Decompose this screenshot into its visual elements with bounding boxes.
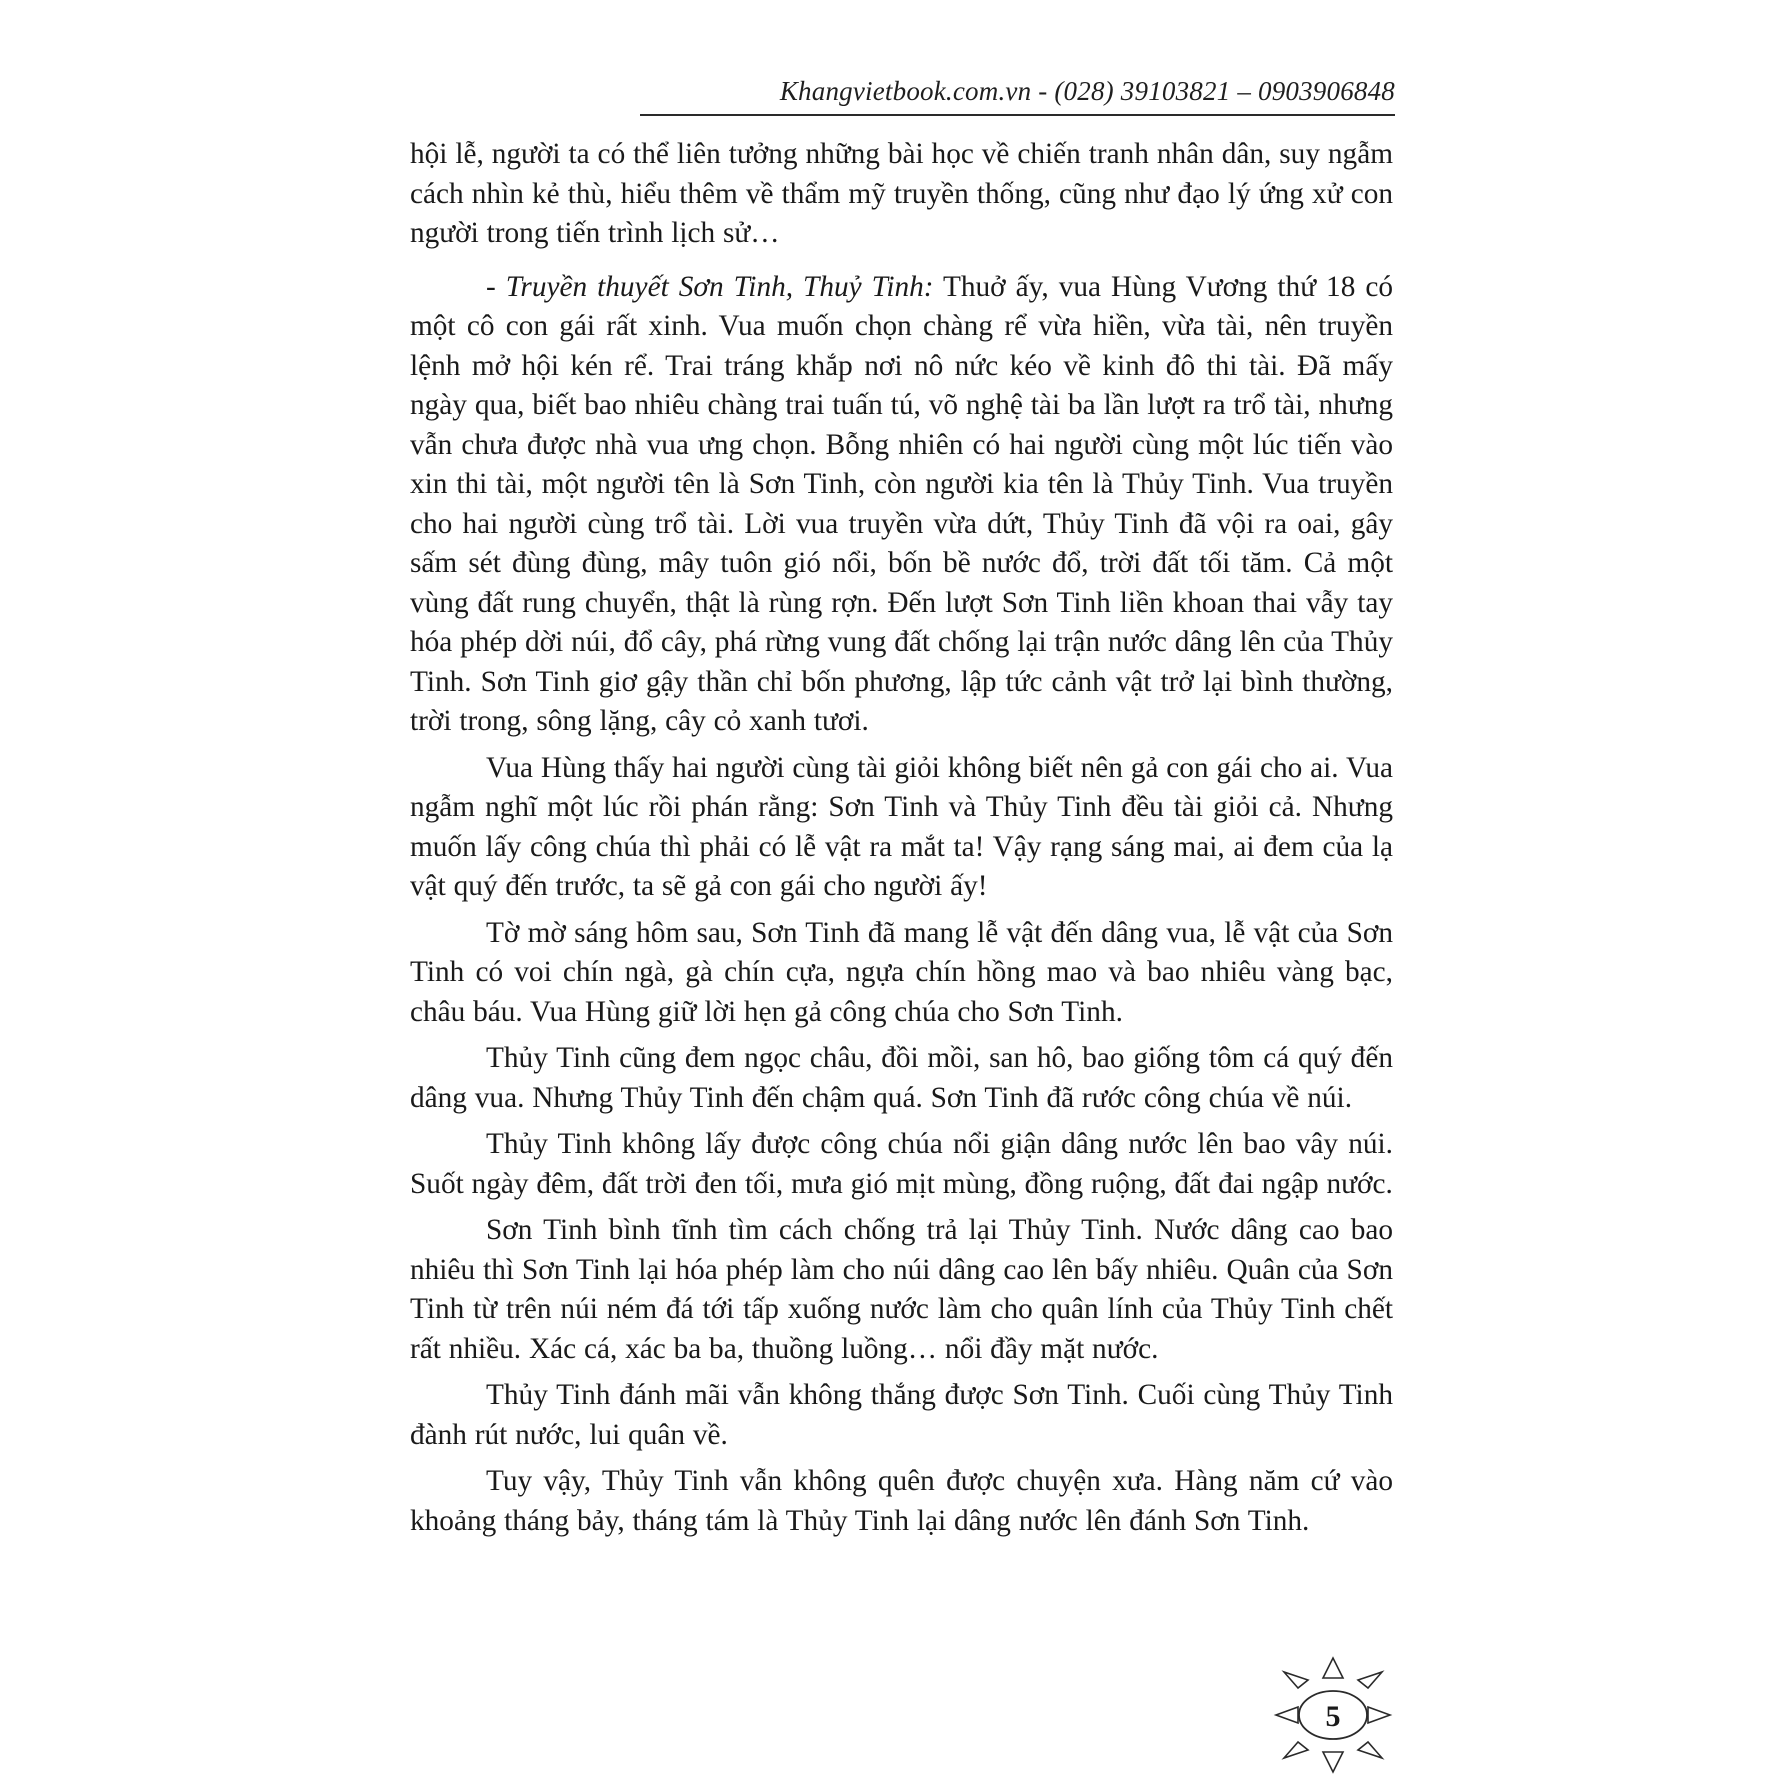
legend-title: - Truyền thuyết Sơn Tinh, Thuỷ Tinh: [486,270,934,303]
paragraph-continuation: hội lễ, người ta có thể liên tưởng những bài học về chiến tranh nhân dân, suy ngẫm cách nhìn kẻ thù, hiểu thêm về thẩm mỹ truyền thống, cũng như đạo lý ứng xử con người trong tiến trình lịch sử… [410,138,1393,249]
body-text [410,135,1393,1548]
sun-ornament-icon [1268,1650,1398,1780]
paragraph: Thủy Tinh không lấy được công chúa nổi giận dâng nước lên bao vây núi. Suốt ngày đêm, đất trời đen tối, mưa gió mịt mùng, đồng ruộng, đất đai ngập nước. [410,1128,1393,1200]
legend-text: Thuở ấy, vua Hùng Vương thứ 18 có một cô con gái rất xinh. Vua muốn chọn chàng rể vừa hiền, vừa tài, nên truyền lệnh mở hội kén rể. Trai tráng khắp nơi nô nức kéo về kinh đô thi tài. Đã mấy ngày qua, biết bao nhiêu chàng trai tuấn tú, võ nghệ tài ba lần lượt ra trổ tài, nhưng vẫn chưa được nhà vua ưng chọn. Bỗng nhiên có hai người cùng một lúc tiến vào xin thi tài, một người tên là Sơn Tinh, còn người kia tên là Thủy Tinh. Vua truyền cho hai người cùng trổ tài. Lời vua truyền vừa dứt, Thủy Tinh đã vội ra oai, gây sấm sét đùng đùng, mây tuôn gió nổi, bốn bề nước đổ, trời đất tối tăm. Cả một vùng đất rung chuyển, thật là rùng rợn. Đến lượt Sơn Tinh liền khoan thai vẫy tay hóa phép dời núi, đổ cây, phá rừng vung đất chống lại trận nước dâng lên của Thủy Tinh. Sơn Tinh giơ gậy thần chỉ bốn phương, lập tức cảnh vật trở lại bình thường, trời trong, sông lặng, cây cỏ xanh tươi. [410,270,1394,737]
paragraph: Vua Hùng thấy hai người cùng tài giỏi không biết nên gả con gái cho ai. Vua ngẫm nghĩ một lúc rồi phán rằng: Sơn Tinh và Thủy Tinh đều tài giỏi cả. Nhưng muốn lấy công chúa thì phải có lễ vật ra mắt ta! Vậy rạng sáng mai, ai đem của lạ vật quý đến trước, ta sẽ gả con gái cho người ấy! [410,751,1393,902]
header-rule [640,114,1395,116]
paragraph: Tờ mờ sáng hôm sau, Sơn Tinh đã mang lễ vật đến dâng vua, lễ vật của Sơn Tinh có voi chín ngà, gà chín cựa, ngựa chín hồng mao và bao nhiêu vàng bạc, châu báu. Vua Hùng giữ lời hẹn gả công chúa cho Sơn Tinh. [410,916,1393,1028]
paragraph: Thủy Tinh cũng đem ngọc châu, đồi mồi, san hô, bao giống tôm cá quý đến dâng vua. Nhưng Thủy Tinh đến chậm quá. Sơn Tinh đã rước công chúa về núi. [410,1042,1393,1114]
paragraph: Tuy vậy, Thủy Tinh vẫn không quên được chuyện xưa. Hàng năm cứ vào khoảng tháng bảy, tháng tám là Thủy Tinh lại dâng nước lên đánh Sơn Tinh. [410,1465,1393,1537]
paragraph: Sơn Tinh bình tĩnh tìm cách chống trả lại Thủy Tinh. Nước dâng cao bao nhiêu thì Sơn Tinh lại hóa phép làm cho núi dâng cao lên bấy nhiêu. Quân của Sơn Tinh từ trên núi ném đá tới tấp xuống nước làm cho quân lính của Thủy Tinh chết rất nhiều. Xác cá, xác ba ba, thuồng luồng… nổi đầy mặt nước. [410,1214,1393,1365]
paragraph: Thủy Tinh đánh mãi vẫn không thắng được Sơn Tinh. Cuối cùng Thủy Tinh đành rút nước, lui quân về. [410,1379,1393,1451]
running-header [640,76,1395,107]
header-publisher-contact: Khangvietbook.com.vn - (028) 39103821 – 0903906848 [779,76,1395,106]
page-number: 5 [1325,1700,1341,1733]
paragraph-legend-intro [410,268,1393,742]
